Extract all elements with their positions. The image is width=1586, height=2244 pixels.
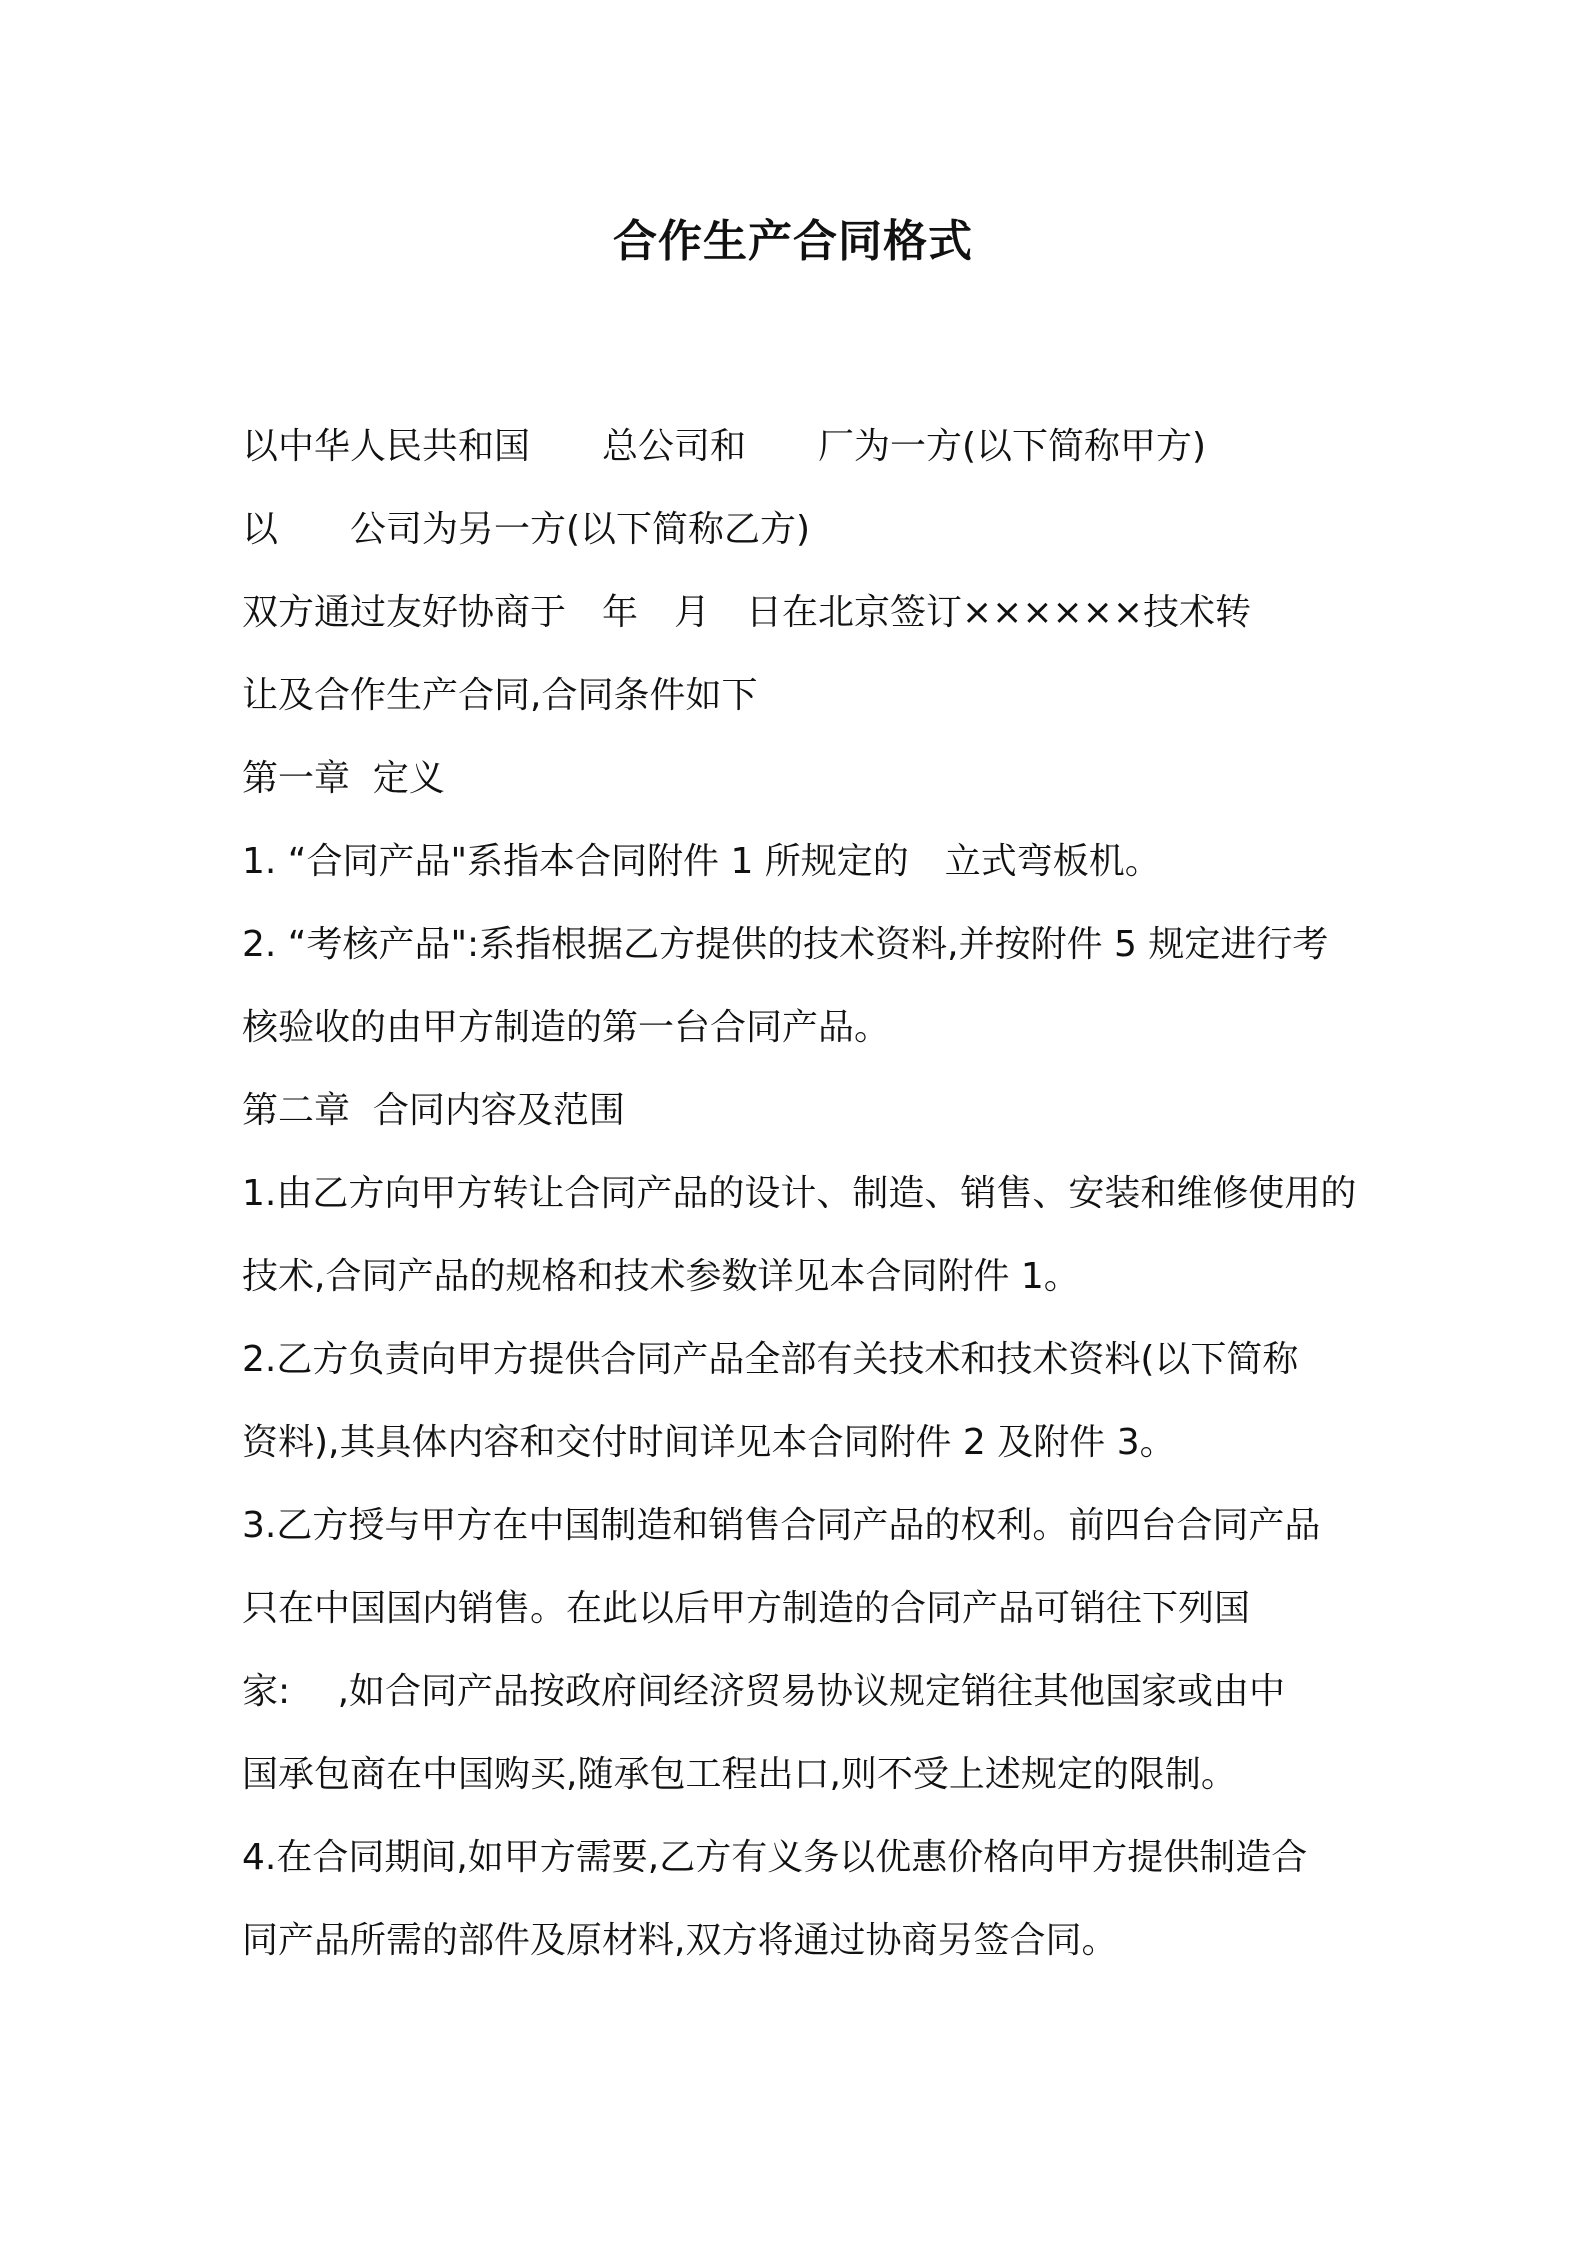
- paragraph-line: 以中华人民共和国 总公司和 厂为一方(以下简称甲方): [242, 426, 1207, 467]
- paragraph-line: 以 公司为另一方(以下简称乙方): [242, 509, 811, 550]
- paragraph-line: 2.乙方负责向甲方提供合同产品全部有关技术和技术资料(以下简称: [242, 1339, 1299, 1380]
- paragraph-line: 国承包商在中国购买,随承包工程出口,则不受上述规定的限制。: [242, 1754, 1237, 1795]
- paragraph-line: 1. “合同产品"系指本合同附件 1 所规定的 立式弯板机。: [242, 841, 1161, 882]
- paragraph-line: 资料),其具体内容和交付时间详见本合同附件 2 及附件 3。: [242, 1422, 1176, 1463]
- paragraph-line: 双方通过友好协商于 年 月 日在北京签订××××××技术转: [242, 592, 1251, 633]
- chapter-heading: 第一章 定义: [242, 758, 445, 799]
- document-body: [242, 405, 1362, 1982]
- paragraph-line: 让及合作生产合同,合同条件如下: [242, 675, 758, 716]
- paragraph-line: 核验收的由甲方制造的第一台合同产品。: [242, 1007, 891, 1048]
- paragraph-line: 2. “考核产品":系指根据乙方提供的技术资料,并按附件 5 规定进行考: [242, 924, 1329, 965]
- paragraph-line: 3.乙方授与甲方在中国制造和销售合同产品的权利。前四台合同产品: [242, 1505, 1321, 1546]
- paragraph-line: 技术,合同产品的规格和技术参数详见本合同附件 1。: [242, 1256, 1080, 1297]
- paragraph-line: 1.由乙方向甲方转让合同产品的设计、制造、销售、安装和维修使用的: [242, 1173, 1357, 1214]
- document-title: 合作生产合同格式: [613, 216, 973, 267]
- paragraph-line: 家: ,如合同产品按政府间经济贸易协议规定销往其他国家或由中: [242, 1671, 1286, 1712]
- chapter-heading: 第二章 合同内容及范围: [242, 1090, 625, 1131]
- paragraph-line: 4.在合同期间,如甲方需要,乙方有义务以优惠价格向甲方提供制造合: [242, 1837, 1308, 1878]
- paragraph-line: 只在中国国内销售。在此以后甲方制造的合同产品可销往下列国: [242, 1588, 1251, 1629]
- paragraph-line: 同产品所需的部件及原材料,双方将通过协商另签合同。: [242, 1920, 1118, 1961]
